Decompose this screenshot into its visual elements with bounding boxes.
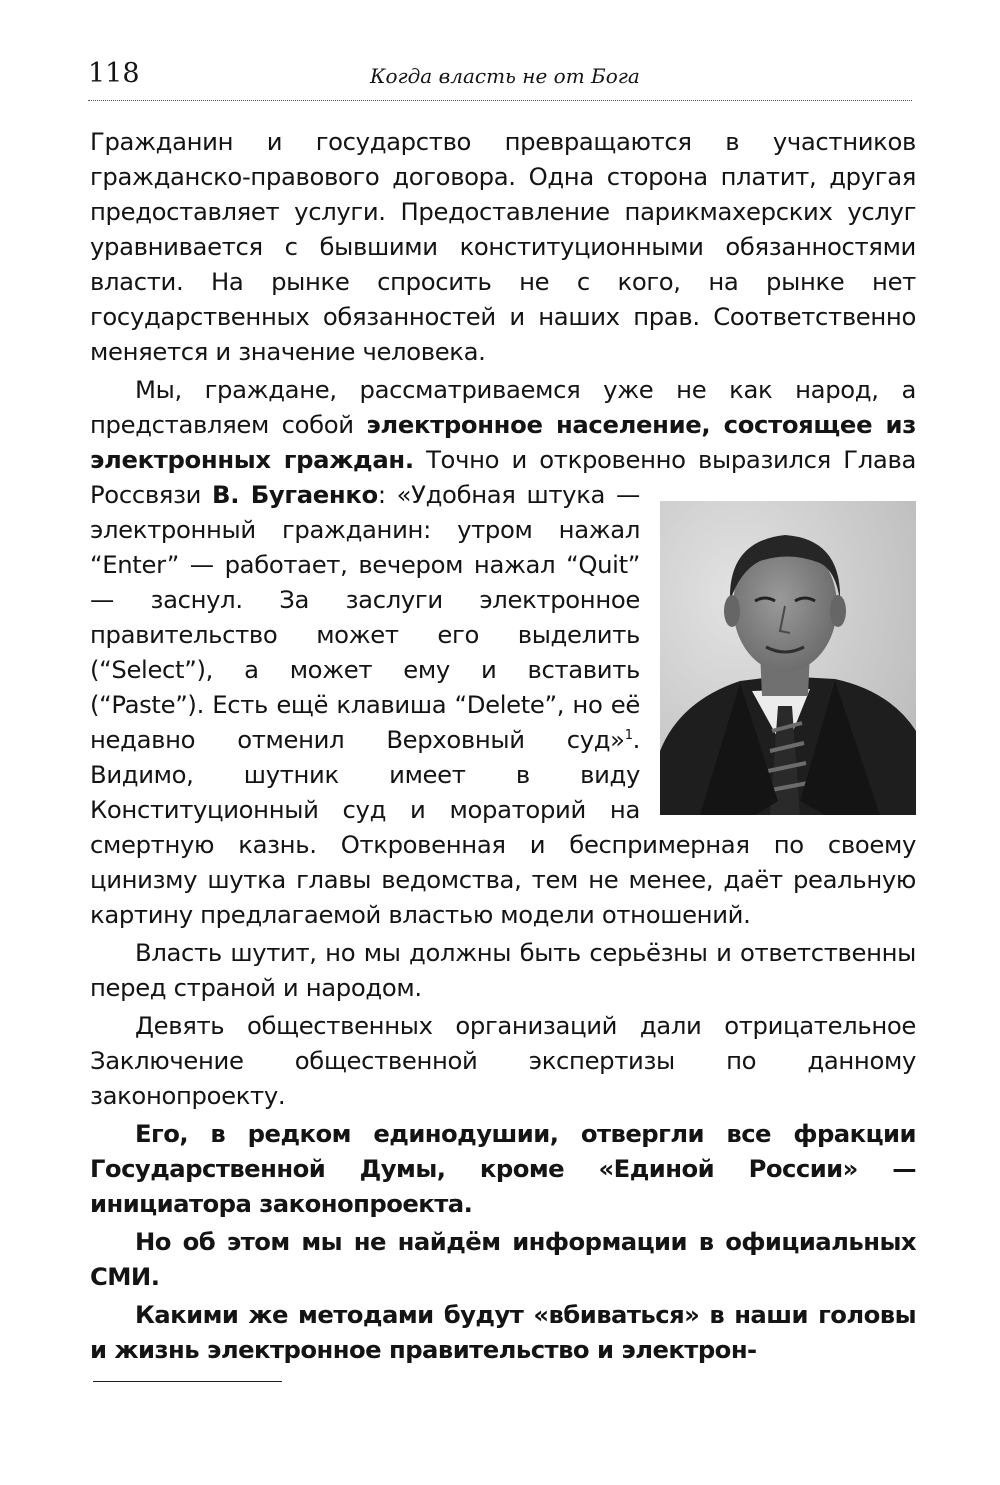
- portrait-photo: [660, 501, 916, 815]
- paragraph-1: Гражданин и государство превращаются в участников гражданско-правового договора. Одна сторона платит, другая предоставляет услуги. Предоставление парикмахерских услуг уравнивается с бывшими конституционными обязанностями власти. На рынке спросить не с кого, на рынке нет государственных обязанностей и наших прав. Соответственно меняется и значение человека.: [90, 127, 916, 366]
- paragraph-2-text-e: : «Удобная штука — электронный гражданин: утром нажал “Enter” — работает, вечером нажал “Quit” — заснул. За заслуги электронное правительство может его выделить (“Select”), а может ему и вставить (“Paste”). Есть ещё клавиша “Delete”, но её недавно отменил Верховный суд»: [90, 480, 640, 754]
- paragraph-2: [90, 372, 916, 932]
- paragraph-2-bold-term: электронное население, состоящее из электронных граждан.: [90, 410, 916, 474]
- book-title: Когда власть не от Бога: [370, 64, 640, 88]
- page-number: 118: [88, 58, 140, 89]
- paragraph-5: Его, в редком единодушии, отвергли все фракции Государственной Думы, кроме «Единой России» — инициатора законопроекта.: [90, 1119, 916, 1218]
- portrait-photo-svg: [660, 501, 916, 815]
- footnote-marker[interactable]: 1: [624, 727, 633, 743]
- paragraph-6: Но об этом мы не найдём информации в официальных СМИ.: [90, 1227, 916, 1291]
- running-head: [88, 56, 912, 101]
- body-text: [90, 124, 916, 1367]
- paragraph-7: Какими же методами будут «вбиваться» в наши головы и жизнь электронное правительство и электрон-: [90, 1300, 916, 1364]
- footnote-rule: [93, 1381, 282, 1382]
- paragraph-2-bold-name: В. Бугаенко: [212, 480, 378, 509]
- paragraph-2-text-c: Точно и откровенно выразился Глава Россвязи: [90, 445, 916, 509]
- paragraph-4: Девять общественных организаций дали отрицательное Заключение общественной экспертизы по данному законопроекту.: [90, 1011, 916, 1110]
- paragraph-2-text-a: Мы, граждане, рассматриваемся уже не как народ, а представляем собой: [90, 375, 916, 439]
- paragraph-2-text-f: . Видимо, шутник имеет в виду Конституционный суд и мораторий на смертную казнь. Откровенная и беспримерная по своему цинизму шутка главы ведомства, тем не менее, даёт реальную картину предлагаемой властью модели отношений.: [90, 725, 916, 929]
- paragraph-3: Власть шутит, но мы должны быть серьёзны и ответственны перед страной и народом.: [90, 938, 916, 1002]
